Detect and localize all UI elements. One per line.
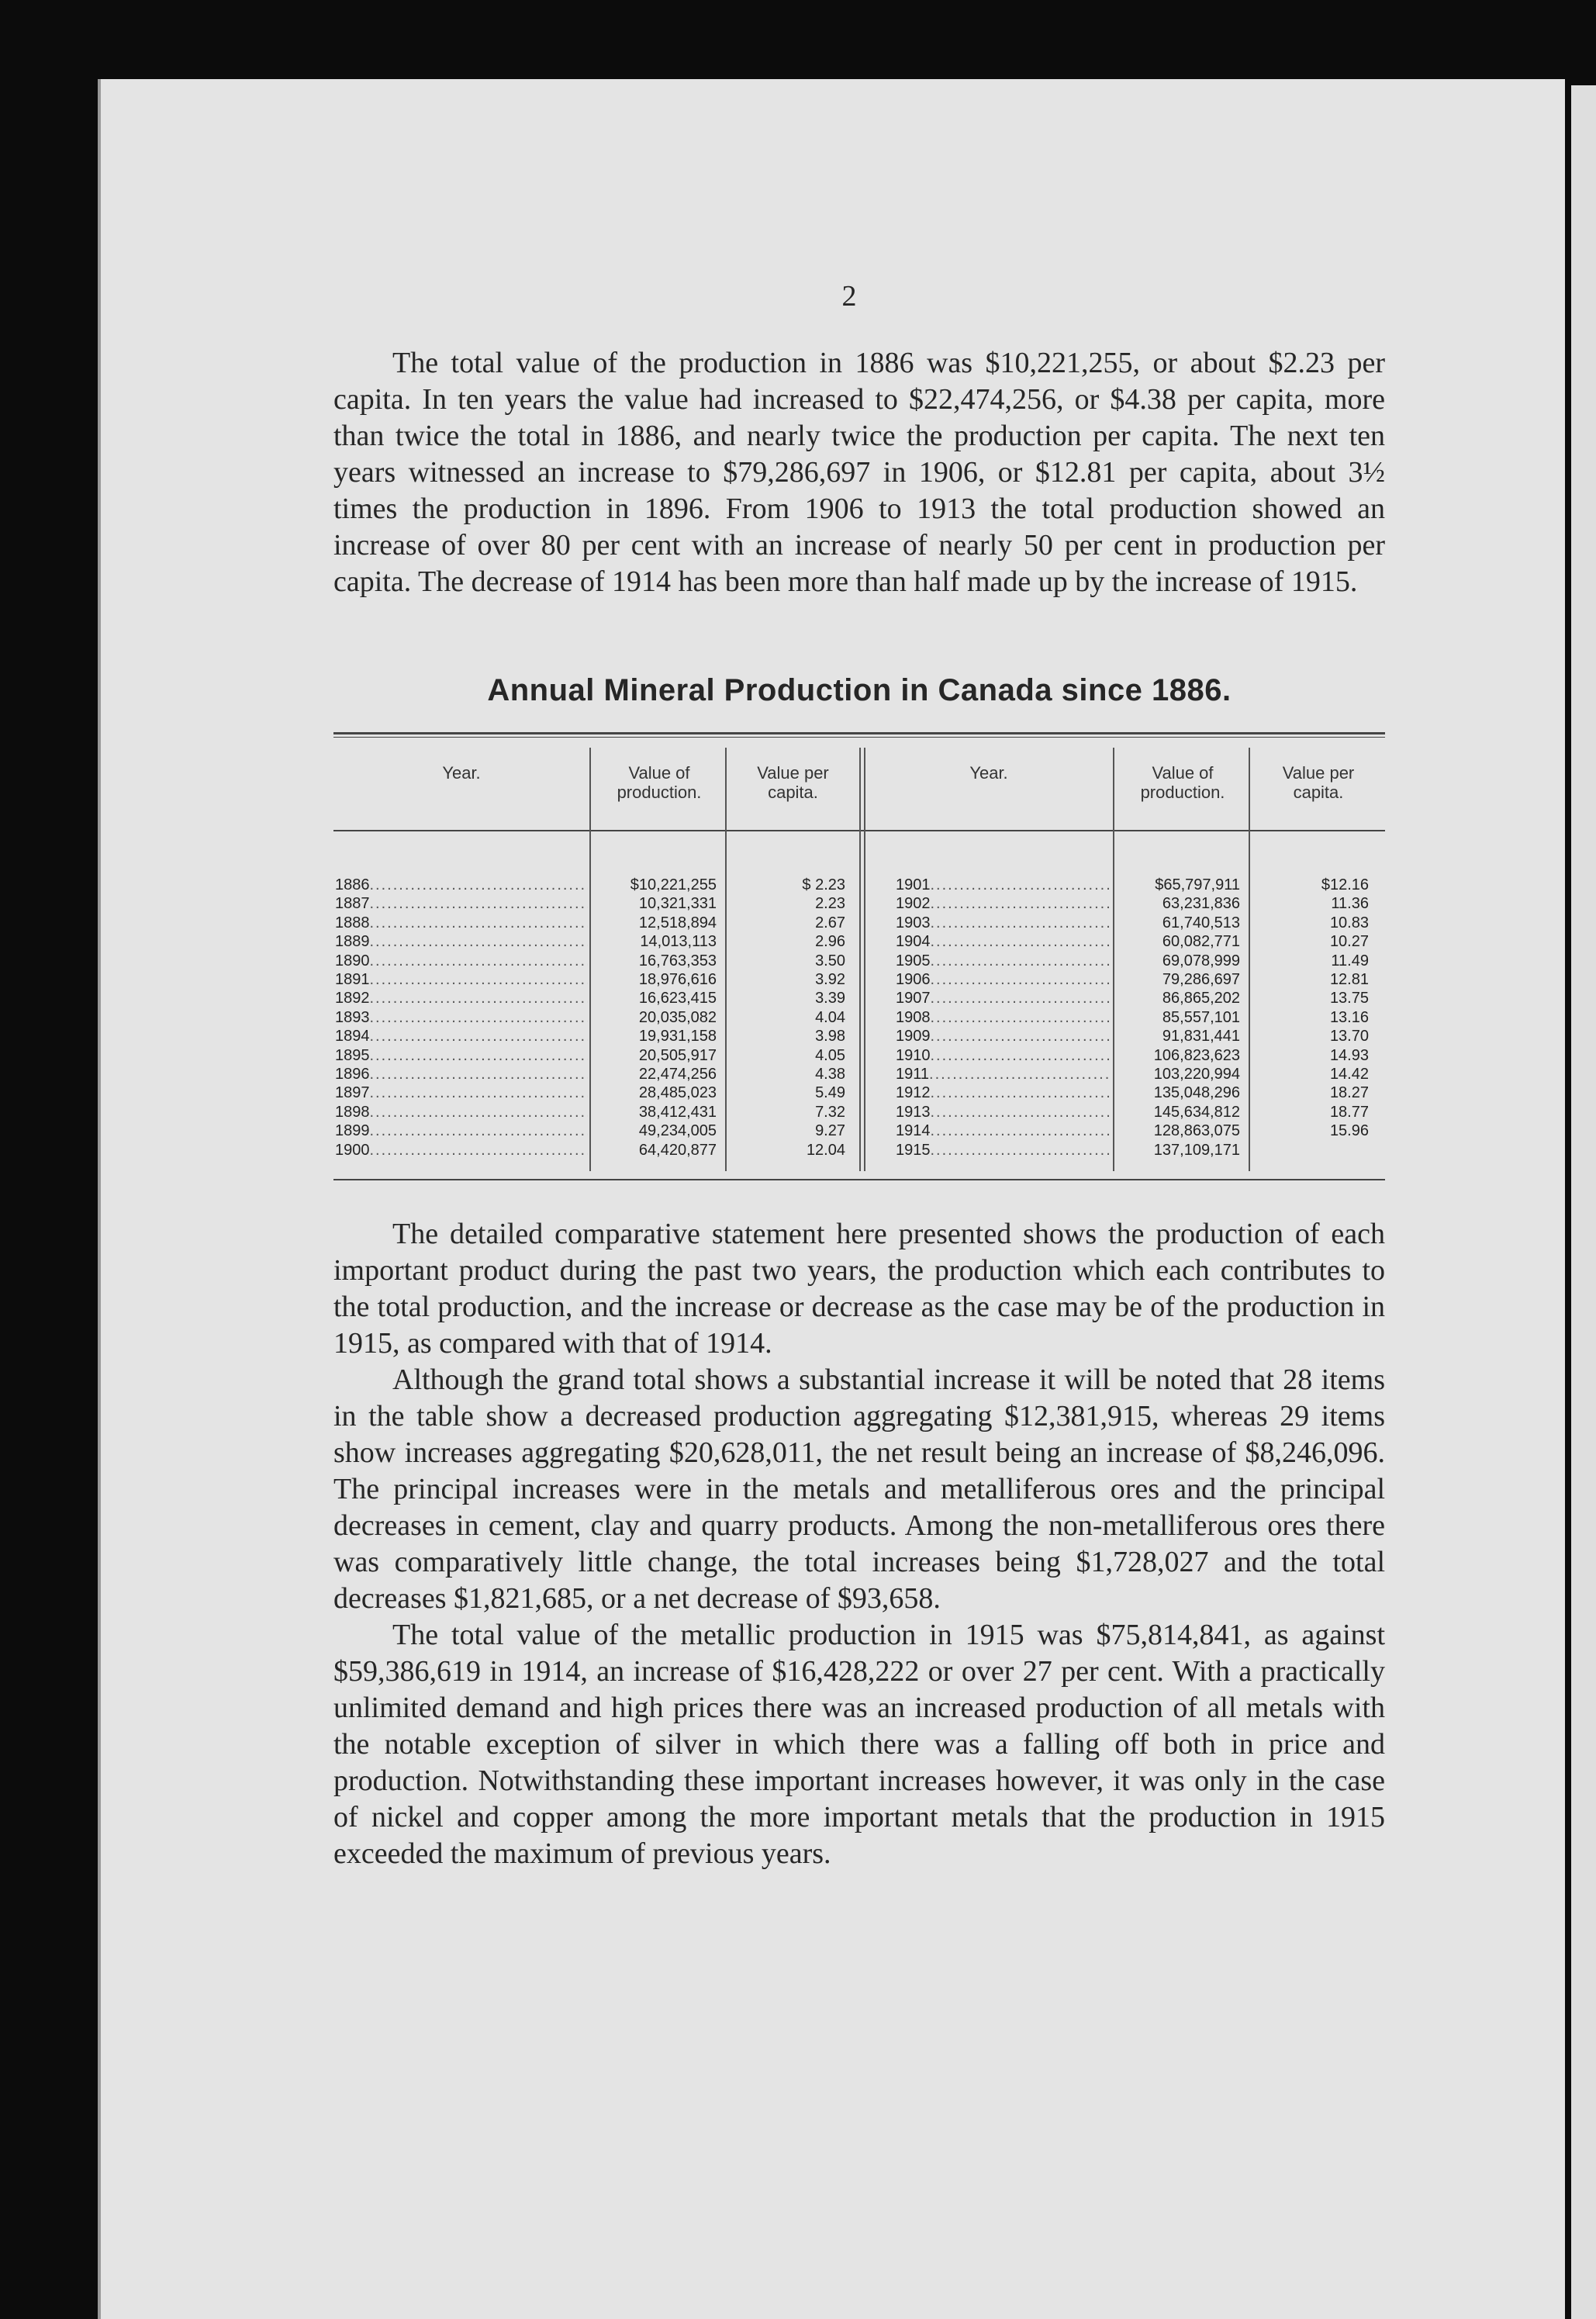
year-cell [896, 989, 1110, 1007]
values-column-right [1116, 876, 1240, 1160]
leader-dots [931, 952, 1111, 970]
leader-dots [370, 876, 589, 894]
per-capita-cell: 4.38 [815, 1066, 845, 1083]
value-cell: 12,518,894 [638, 914, 717, 931]
value-cell: 64,420,877 [638, 1141, 717, 1159]
year-cell [335, 1121, 588, 1140]
years-column-left [335, 876, 588, 1160]
column-rule-center [859, 748, 861, 1171]
per-capita-cell: 3.98 [815, 1028, 845, 1045]
leader-dots [931, 989, 1111, 1007]
per-capita-cell: 18.77 [1329, 1103, 1369, 1121]
year-label: 1907 [896, 990, 931, 1007]
value-cell: 106,823,623 [1153, 1046, 1240, 1064]
per-capita-cell: $ 2.23 [802, 876, 845, 893]
column-rule [1249, 748, 1250, 1171]
leader-dots [370, 1065, 589, 1083]
per-capita-cell: 4.05 [815, 1046, 845, 1064]
per-capita-cell: 12.04 [806, 1141, 845, 1159]
leader-dots [370, 1103, 589, 1121]
per-capita-cell: 10.27 [1329, 933, 1369, 951]
year-label: 1896 [335, 1066, 370, 1083]
year-cell [896, 970, 1110, 989]
header-year-left: Year. [442, 763, 481, 783]
year-cell [335, 1141, 588, 1160]
leader-dots [931, 1027, 1111, 1045]
leader-dots [370, 1046, 589, 1065]
year-cell [896, 952, 1110, 970]
body-text [333, 1216, 1385, 1872]
value-cell: 16,623,415 [638, 990, 717, 1007]
year-label: 1891 [335, 971, 370, 989]
year-label: 1908 [896, 1008, 931, 1026]
intro-paragraph [333, 345, 1385, 600]
leader-dots [931, 1121, 1111, 1140]
leader-dots [370, 932, 589, 951]
year-cell [335, 1103, 588, 1121]
adjacent-page-edge [1571, 85, 1596, 2319]
year-cell [896, 1103, 1110, 1121]
per-capita-cell [1252, 1141, 1369, 1160]
per-capita-cell: 2.23 [815, 895, 845, 913]
per-capita-cell: 13.70 [1329, 1028, 1369, 1045]
per-capita-cell: 11.36 [1331, 895, 1369, 913]
leader-dots [370, 970, 589, 989]
year-label: 1886 [335, 876, 370, 893]
year-label: 1909 [896, 1028, 931, 1045]
year-label: 1913 [896, 1103, 931, 1121]
leader-dots [370, 1008, 589, 1027]
year-cell [335, 1065, 588, 1083]
per-capita-cell: 2.67 [815, 914, 845, 931]
per-capita-cell: 2.96 [815, 933, 845, 951]
value-cell: 60,082,771 [1162, 933, 1240, 951]
leader-dots [931, 932, 1111, 951]
per-capita-column-right [1252, 876, 1369, 1160]
per-capita-cell: 14.42 [1329, 1066, 1369, 1083]
per-capita-cell: 15.96 [1329, 1122, 1369, 1140]
year-cell [896, 876, 1110, 894]
value-cell: 103,220,994 [1153, 1066, 1240, 1083]
leader-dots [370, 914, 589, 932]
value-cell: 61,740,513 [1162, 914, 1240, 931]
year-cell [335, 1027, 588, 1045]
per-capita-cell: 5.49 [815, 1084, 845, 1102]
year-label: 1888 [335, 914, 370, 931]
year-label: 1893 [335, 1008, 370, 1026]
value-cell: 145,634,812 [1153, 1103, 1240, 1121]
value-cell: 19,931,158 [638, 1028, 717, 1045]
year-cell [335, 876, 588, 894]
per-capita-cell: 11.49 [1331, 952, 1369, 969]
value-cell: $65,797,911 [1155, 876, 1240, 893]
per-capita-cell: 14.93 [1329, 1046, 1369, 1064]
value-cell: 69,078,999 [1162, 952, 1240, 969]
per-capita-cell: 3.50 [815, 952, 845, 969]
year-label: 1911 [896, 1066, 930, 1083]
per-capita-cell: 18.27 [1329, 1084, 1369, 1102]
page-number: 2 [841, 280, 857, 313]
leader-dots [370, 1141, 589, 1160]
value-cell: 91,831,441 [1162, 1028, 1240, 1045]
header-per-capita-left: Value per capita. [757, 763, 829, 802]
year-cell [335, 894, 588, 913]
year-cell [335, 1046, 588, 1065]
year-label: 1915 [896, 1141, 931, 1159]
paragraph: Although the grand total shows a substantial increase it will be noted that 28 items in the table show a decreased production aggregating $12,381,915, whereas 29 items show increases aggregating $20,628,011, the net result being an increase of $8,246,096. The principal increases were in the metals and metalliferous ores and the principal decreases in cement, clay and quarry products. Among the non-metalliferous ores there was comparatively little change, the total increases being $1,728,027 and the total decreases $1,821,685, or a net decrease of $93,658. [333, 1363, 1385, 1615]
value-cell: $10,221,255 [630, 876, 717, 893]
year-label: 1902 [896, 895, 931, 913]
production-table [333, 732, 1385, 1182]
leader-dots [370, 1083, 589, 1102]
leader-dots [931, 1008, 1111, 1027]
year-label: 1890 [335, 952, 370, 969]
year-label: 1914 [896, 1122, 931, 1140]
leader-dots [370, 952, 589, 970]
per-capita-cell: 4.04 [815, 1008, 845, 1026]
values-column-left [592, 876, 717, 1160]
per-capita-cell: 7.32 [815, 1103, 845, 1121]
leader-dots [931, 1083, 1111, 1102]
year-label: 1901 [896, 876, 931, 893]
value-cell: 28,485,023 [638, 1084, 717, 1102]
table-top-rule-thin [333, 737, 1385, 738]
leader-dots [931, 970, 1111, 989]
column-rule-center [864, 748, 865, 1171]
value-cell: 128,863,075 [1153, 1122, 1240, 1140]
value-cell: 85,557,101 [1162, 1008, 1240, 1026]
year-cell [896, 1121, 1110, 1140]
year-cell [335, 1008, 588, 1027]
year-label: 1912 [896, 1084, 931, 1102]
year-label: 1895 [335, 1046, 370, 1064]
year-cell [896, 1046, 1110, 1065]
value-cell: 16,763,353 [638, 952, 717, 969]
header-value-right: Value of production. [1140, 763, 1225, 802]
column-rule [1113, 748, 1114, 1171]
column-rule [725, 748, 727, 1171]
paragraph: The total value of the metallic production in 1915 was $75,814,841, as against $59,386,619 in 1914, an increase of $16,428,222 or over 27 per cent. With a practically unlimited demand and high prices there was an increased production of all metals with the notable exception of silver in which there was a falling off both in price and production. Notwithstanding these important increases however, it was only in the case of nickel and copper among the more important metals that the production in 1915 exceeded the maximum of previous years. [333, 1619, 1385, 1870]
leader-dots [931, 1103, 1111, 1121]
leader-dots [931, 1141, 1111, 1160]
header-per-capita-right: Value per capita. [1282, 763, 1355, 802]
year-label: 1899 [335, 1122, 370, 1140]
year-label: 1903 [896, 914, 931, 931]
table-bottom-rule [333, 1179, 1385, 1180]
year-label: 1900 [335, 1141, 370, 1159]
column-rule [589, 748, 591, 1171]
per-capita-cell: 13.75 [1329, 990, 1369, 1007]
per-capita-cell: $12.16 [1321, 876, 1369, 893]
year-label: 1889 [335, 933, 370, 951]
leader-dots [370, 989, 589, 1007]
year-label: 1905 [896, 952, 931, 969]
year-cell [896, 1083, 1110, 1102]
leader-dots [931, 876, 1111, 894]
leader-dots [929, 1065, 1110, 1083]
value-cell: 22,474,256 [638, 1066, 717, 1083]
year-cell [896, 1065, 1110, 1083]
per-capita-cell: 3.39 [815, 990, 845, 1007]
value-cell: 20,035,082 [638, 1008, 717, 1026]
per-capita-cell: 3.92 [815, 971, 845, 989]
table-title: Annual Mineral Production in Canada since 1886. [487, 673, 1232, 707]
year-label: 1894 [335, 1028, 370, 1045]
year-cell [896, 1008, 1110, 1027]
year-cell [896, 914, 1110, 932]
leader-dots [931, 1046, 1111, 1065]
years-column-right [896, 876, 1110, 1160]
year-cell [335, 952, 588, 970]
per-capita-column-left [729, 876, 845, 1160]
year-label: 1910 [896, 1046, 931, 1064]
value-cell: 49,234,005 [638, 1122, 717, 1140]
year-label: 1904 [896, 933, 931, 951]
value-cell: 10,321,331 [638, 895, 717, 913]
per-capita-cell: 13.16 [1329, 1008, 1369, 1026]
value-cell: 18,976,616 [638, 971, 717, 989]
year-cell [335, 989, 588, 1007]
value-cell: 63,231,836 [1162, 895, 1240, 913]
year-cell [896, 894, 1110, 913]
leader-dots [931, 894, 1111, 913]
header-year-right: Year. [969, 763, 1008, 783]
paragraph: The total value of the production in 1886 was $10,221,255, or about $2.23 per capita. In ten years the value had increased to $22,474,256, or $4.38 per capita, more than twice the total in 1886, and nearly twice the production per capita. The next ten years witnessed an increase to $79,286,697 in 1906, or $12.81 per capita, about 3½ times the production in 1896. From 1906 to 1913 the total production showed an increase of over 80 per cent with an increase of nearly 50 per cent in production per capita. The decrease of 1914 has been more than half made up by the increase of 1915. [333, 347, 1385, 598]
year-cell [896, 1027, 1110, 1045]
year-cell [896, 1141, 1110, 1160]
year-cell [896, 932, 1110, 951]
year-cell [335, 914, 588, 932]
year-label: 1892 [335, 990, 370, 1007]
per-capita-cell: 12.81 [1329, 971, 1369, 989]
table-top-rule [333, 732, 1385, 734]
leader-dots [931, 914, 1111, 932]
year-label: 1897 [335, 1084, 370, 1102]
year-cell [335, 970, 588, 989]
leader-dots [370, 1121, 589, 1140]
value-cell: 14,013,113 [640, 933, 717, 951]
header-value-left: Value of production. [617, 763, 702, 802]
value-cell: 137,109,171 [1153, 1141, 1240, 1159]
value-cell: 79,286,697 [1162, 971, 1240, 989]
per-capita-cell: 10.83 [1329, 914, 1369, 931]
per-capita-cell: 9.27 [815, 1122, 845, 1140]
value-cell: 38,412,431 [638, 1103, 717, 1121]
year-cell [335, 1083, 588, 1102]
leader-dots [370, 1027, 589, 1045]
leader-dots [370, 894, 589, 913]
value-cell: 86,865,202 [1162, 990, 1240, 1007]
year-label: 1898 [335, 1103, 370, 1121]
value-cell: 135,048,296 [1153, 1084, 1240, 1102]
year-cell [335, 932, 588, 951]
value-cell: 20,505,917 [638, 1046, 717, 1064]
year-label: 1887 [335, 895, 370, 913]
year-label: 1906 [896, 971, 931, 989]
paragraph: The detailed comparative statement here presented shows the production of each important product during the past two years, the production which each contributes to the total production, and the increase or decrease as the case may be of the production in 1915, as compared with that of 1914. [333, 1218, 1385, 1360]
